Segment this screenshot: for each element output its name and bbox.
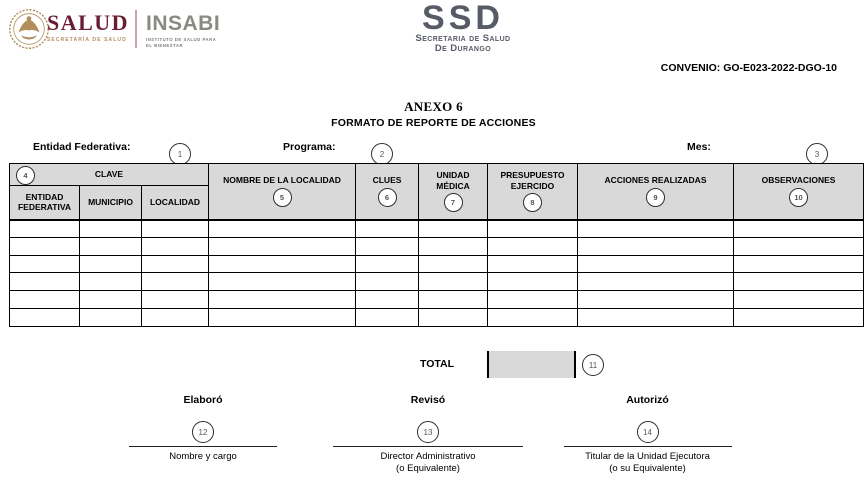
ssd-subtitle-line2: De Durango <box>434 43 492 55</box>
ref-circle-3: 3 <box>806 143 828 165</box>
header-localidad: LOCALIDAD <box>142 186 209 220</box>
table-cell <box>80 237 142 255</box>
table-cell <box>142 220 209 238</box>
table-cell <box>142 255 209 273</box>
salud-logo-subtitle: SECRETARÍA DE SALUD <box>47 37 127 43</box>
reviso-signature-line <box>333 446 523 447</box>
ref-circle-13: 13 <box>417 421 439 443</box>
table-cell <box>734 308 864 326</box>
ref-circle-6: 6 <box>378 188 397 207</box>
report-table <box>9 163 864 327</box>
table-cell <box>80 273 142 291</box>
table-cell <box>734 255 864 273</box>
table-cell <box>488 273 578 291</box>
table-cell <box>578 237 734 255</box>
table-cell <box>10 308 80 326</box>
header-observaciones-label: OBSERVACIONES <box>761 175 836 186</box>
autorizo-caption-line2: (o su Equivalente) <box>609 462 686 474</box>
header-clave-label: CLAVE <box>94 169 124 180</box>
table-cell <box>209 237 356 255</box>
logo-divider <box>135 10 137 48</box>
insabi-logo-title: INSABI <box>146 12 221 35</box>
table-cell <box>142 273 209 291</box>
header-presupuesto-label: PRESUPUESTO EJERCIDO <box>500 170 565 191</box>
header-acciones <box>578 164 734 220</box>
table-cell <box>419 291 488 309</box>
table-row <box>10 308 864 326</box>
signature-autorizo <box>555 394 740 475</box>
insabi-subtitle-line1: INSTITUTO DE SALUD PARA <box>146 37 217 42</box>
table-cell <box>488 220 578 238</box>
ssd-logo <box>398 0 528 55</box>
table-cell <box>578 308 734 326</box>
mes-label: Mes: <box>687 141 711 153</box>
elaboro-signature-line <box>129 446 277 447</box>
autorizo-signature-line <box>564 446 732 447</box>
table-cell <box>209 220 356 238</box>
table-cell <box>80 291 142 309</box>
table-cell <box>80 255 142 273</box>
ref-circle-5: 5 <box>273 188 292 207</box>
table-cell <box>10 273 80 291</box>
table-cell <box>80 308 142 326</box>
signature-reviso <box>328 394 528 475</box>
table-cell <box>356 308 419 326</box>
elaboro-title: Elaboró <box>183 394 223 406</box>
elaboro-caption-line1: Nombre y cargo <box>169 451 237 462</box>
insabi-subtitle-line2: EL BIENESTAR <box>146 43 184 49</box>
table-cell <box>419 273 488 291</box>
total-label: TOTAL <box>420 358 455 370</box>
table-row <box>10 291 864 309</box>
ref-circle-11: 11 <box>582 354 604 376</box>
ref-circle-14: 14 <box>637 421 659 443</box>
table-cell <box>734 220 864 238</box>
table-cell <box>488 308 578 326</box>
table-cell <box>734 291 864 309</box>
header-observaciones <box>734 164 864 220</box>
header-nombre-localidad-label: NOMBRE DE LA LOCALIDAD <box>223 175 341 186</box>
table-body <box>10 220 864 327</box>
reviso-caption-line1: Director Administrativo <box>380 451 476 462</box>
table-cell <box>356 220 419 238</box>
table-cell <box>578 291 734 309</box>
table-cell <box>488 255 578 273</box>
table-cell <box>209 308 356 326</box>
salud-logo <box>47 12 129 43</box>
table-cell <box>488 237 578 255</box>
table-cell <box>356 237 419 255</box>
title-formato: FORMATO DE REPORTE DE ACCIONES <box>331 117 536 129</box>
table-cell <box>209 255 356 273</box>
table-row <box>10 273 864 291</box>
insabi-logo-subtitle <box>146 37 220 50</box>
table-cell <box>10 237 80 255</box>
ssd-subtitle-line1: Secretaria de Salud <box>415 33 511 45</box>
ref-circle-4: 4 <box>16 166 35 185</box>
entidad-federativa-label: Entidad Federativa: <box>33 141 131 153</box>
table-cell <box>80 220 142 238</box>
reviso-title: Revisó <box>410 394 446 406</box>
table-cell <box>356 255 419 273</box>
table-cell <box>356 291 419 309</box>
table-cell <box>578 273 734 291</box>
table-cell <box>578 220 734 238</box>
header-presupuesto <box>488 164 578 220</box>
header-municipio: MUNICIPIO <box>80 186 142 220</box>
ssd-logo-subtitle <box>398 34 528 54</box>
table-cell <box>142 237 209 255</box>
table-cell <box>10 220 80 238</box>
ref-circle-10: 10 <box>789 188 808 207</box>
table-row <box>10 220 864 238</box>
ref-circle-1: 1 <box>169 143 191 165</box>
table-cell <box>419 308 488 326</box>
header-nombre-localidad <box>209 164 356 220</box>
ref-circle-12: 12 <box>192 421 214 443</box>
ref-circle-7: 7 <box>444 193 463 212</box>
total-value-box <box>487 351 576 378</box>
table-cell <box>419 237 488 255</box>
reviso-caption-line2: (o Equivalente) <box>396 462 460 474</box>
header-clave <box>10 164 209 186</box>
header-clues <box>356 164 419 220</box>
title-anexo: ANEXO 6 <box>404 99 463 114</box>
autorizo-caption <box>555 451 740 475</box>
header-acciones-label: ACCIONES REALIZADAS <box>604 175 707 186</box>
ref-circle-9: 9 <box>646 188 665 207</box>
table-cell <box>209 273 356 291</box>
ref-circle-2: 2 <box>371 143 393 165</box>
table-cell <box>142 291 209 309</box>
programa-label: Programa: <box>283 141 336 153</box>
table-cell <box>578 255 734 273</box>
table-cell <box>419 220 488 238</box>
ssd-logo-title: SSD <box>422 0 504 37</box>
table-cell <box>10 291 80 309</box>
mexico-eagle-seal-icon <box>8 6 50 52</box>
ref-circle-8: 8 <box>523 193 542 212</box>
table-cell <box>142 308 209 326</box>
header-entidad-federativa: ENTIDAD FEDERATIVA <box>10 186 80 220</box>
autorizo-title: Autorizó <box>626 394 669 406</box>
table-cell <box>10 255 80 273</box>
table-cell <box>356 273 419 291</box>
table-row <box>10 255 864 273</box>
elaboro-caption <box>113 451 293 463</box>
table-cell <box>734 237 864 255</box>
header-unidad-medica <box>419 164 488 220</box>
autorizo-caption-line1: Titular de la Unidad Ejecutora <box>585 451 710 462</box>
reviso-caption <box>328 451 528 475</box>
table-cell <box>209 291 356 309</box>
header-clues-label: CLUES <box>372 175 402 186</box>
header-unidad-medica-label: UNIDAD MÉDICA <box>436 170 470 191</box>
table-cell <box>488 291 578 309</box>
convenio-number: CONVENIO: GO-E023-2022-DGO-10 <box>660 62 837 74</box>
insabi-logo <box>146 13 220 50</box>
salud-logo-title: SALUD <box>47 10 130 35</box>
table-cell <box>734 273 864 291</box>
table-cell <box>419 255 488 273</box>
table-row <box>10 237 864 255</box>
signature-elaboro <box>113 394 293 463</box>
document-title <box>0 99 867 129</box>
